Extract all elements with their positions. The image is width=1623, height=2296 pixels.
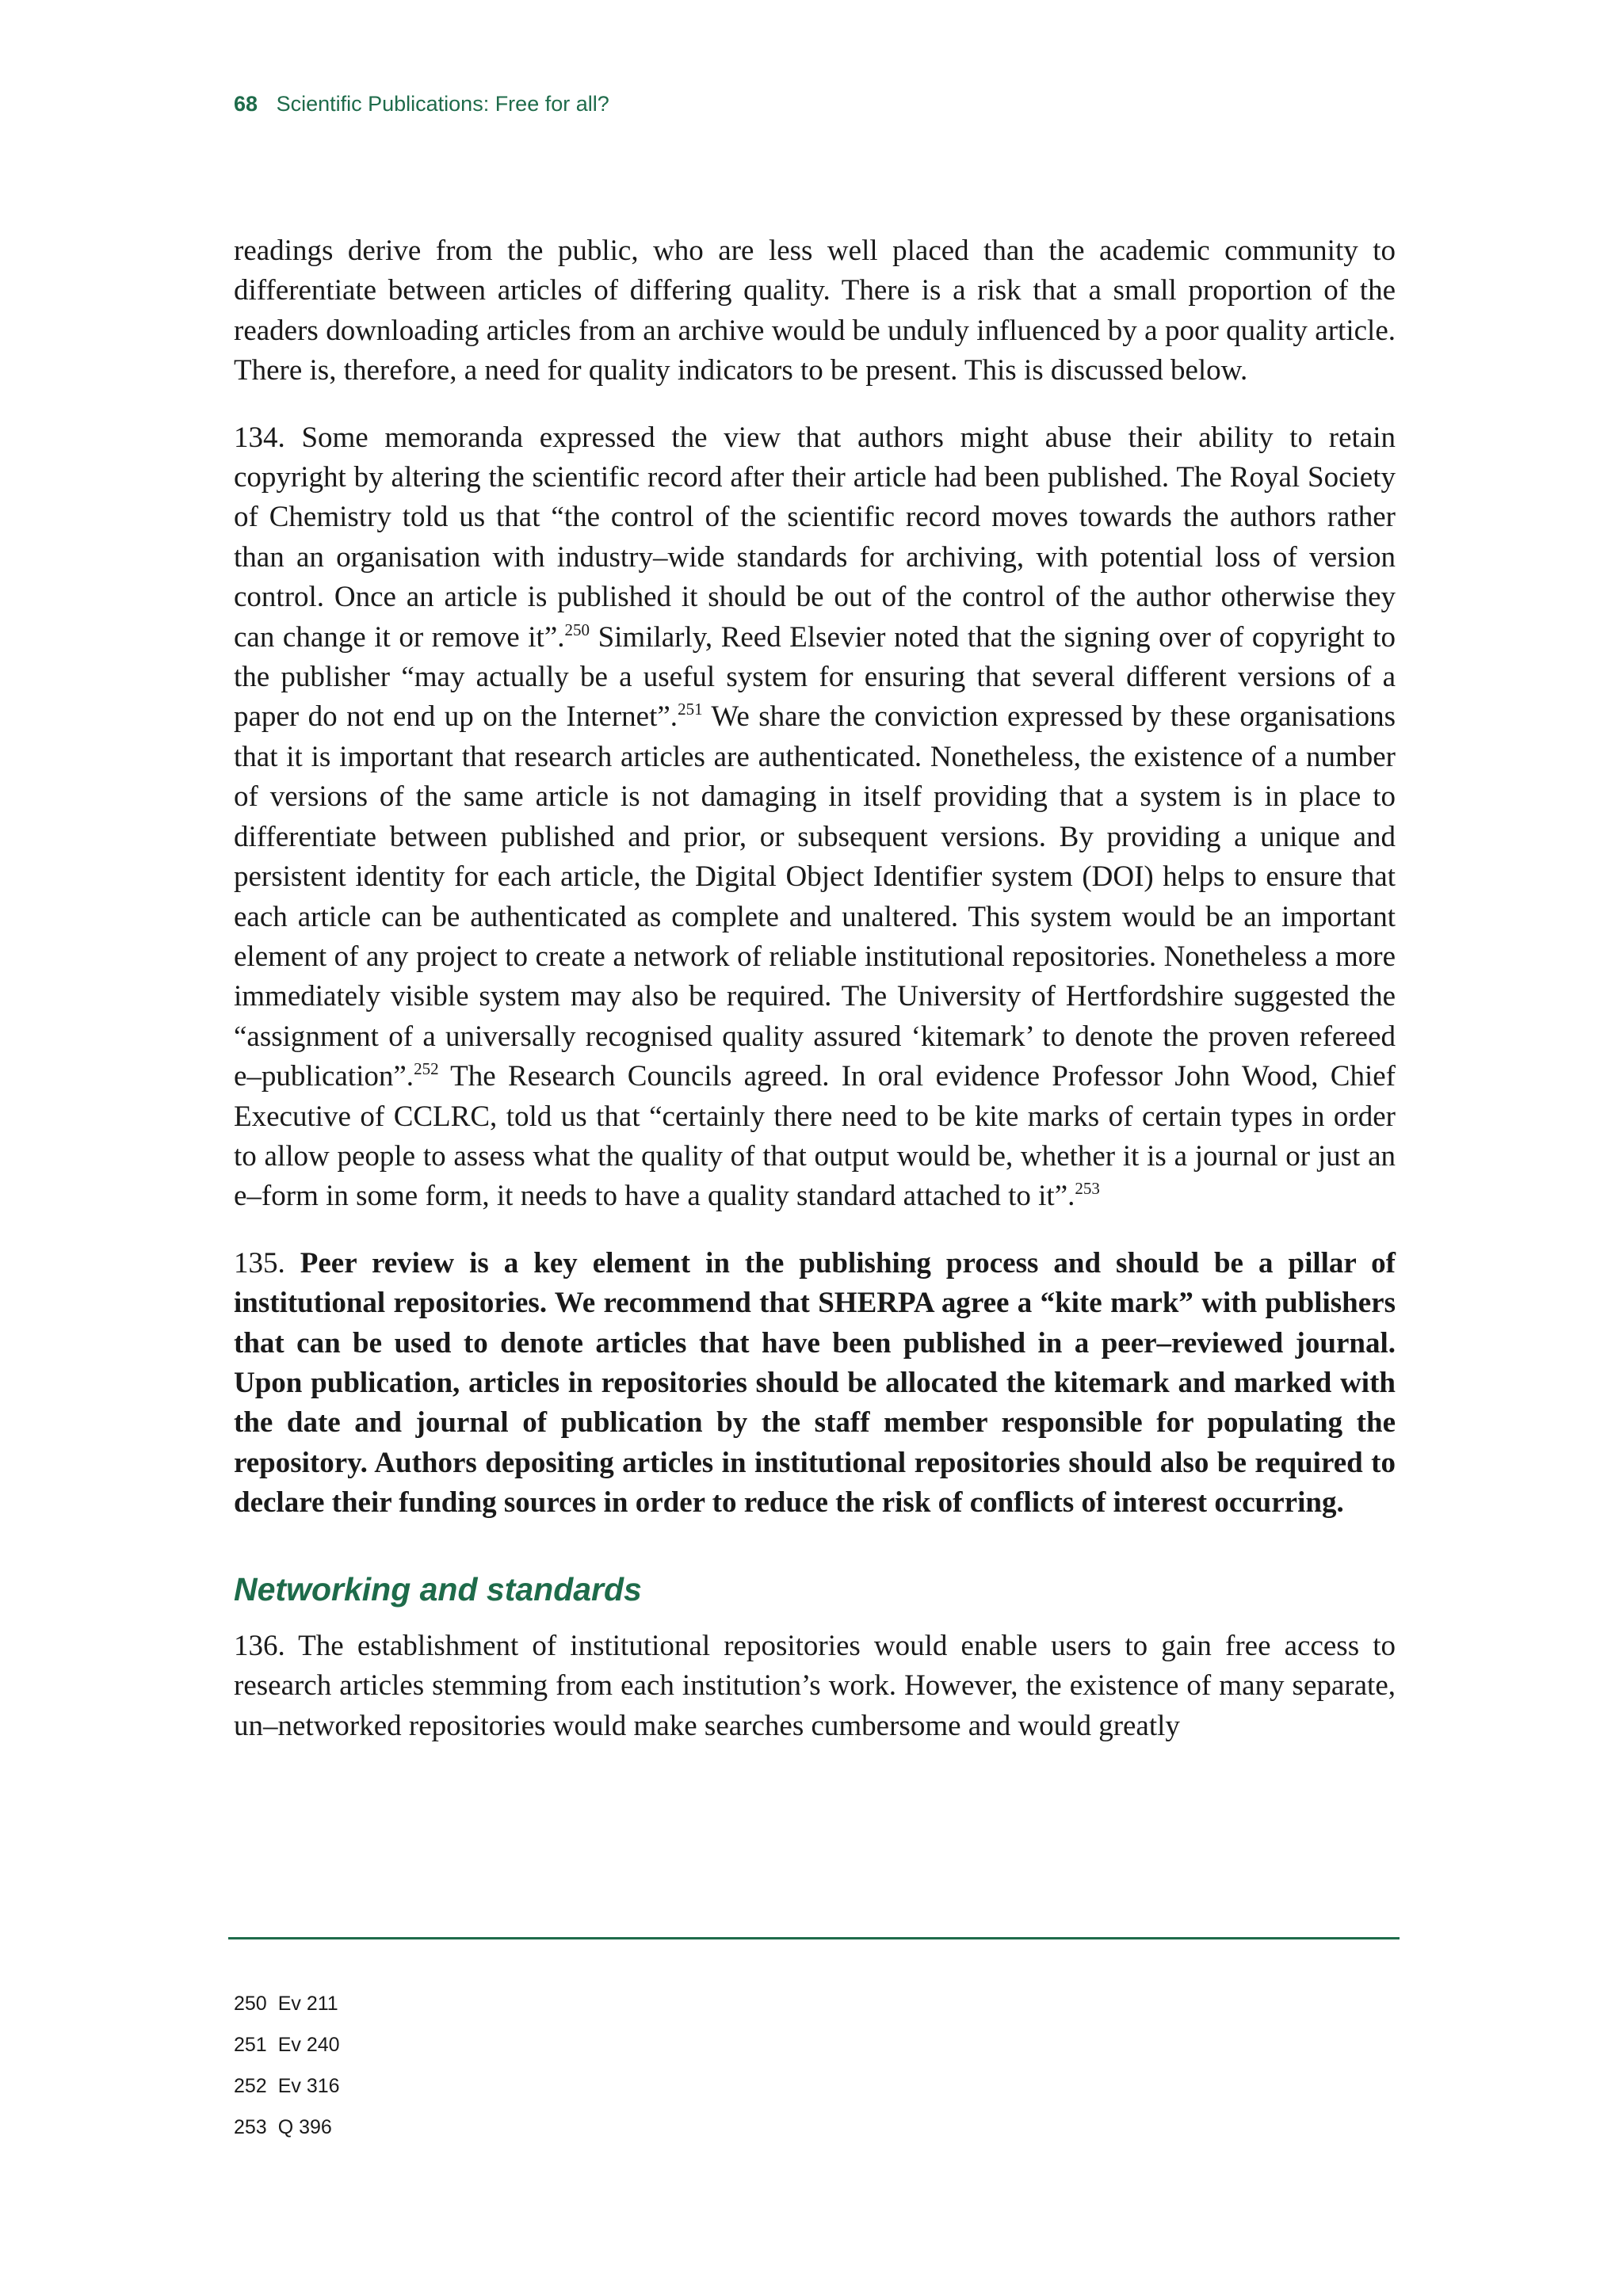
footnote-ref-251: 251 bbox=[678, 700, 703, 719]
footnote-251 bbox=[234, 2024, 340, 2065]
paragraph-134 bbox=[234, 418, 1396, 1217]
footnote-number: 252 bbox=[234, 2075, 267, 2097]
footnote-number: 250 bbox=[234, 1993, 267, 2015]
footnotes bbox=[234, 1983, 340, 2148]
paragraph-134-text-1: 134. Some memoranda expressed the view that authors might abuse their ability to retain copyright by altering the scientific record after their article had been published. The Royal Society of Chemistry told us that “the control of the scientific record moves towards the authors rather than an organisation with industry–wide standards for archiving, with potential loss of version control. Once an article is published it should be out of the control of the author otherwise they can change it or remove it”. bbox=[234, 421, 1396, 654]
paragraph-134-text-2: Similarly, Reed Elsevier noted that the signing over of copyright to the publisher “may actually be a useful system for ensuring that several different versions of a paper do not end up on the Internet”. bbox=[234, 620, 1396, 734]
paragraph-136: 136. The establishment of institutional repositories would enable users to gain free access to research articles stemming from each institution’s work. However, the existence of many separate, un–networked repositories would make searches cumbersome and would greatly bbox=[234, 1630, 1396, 1742]
paragraph-134-text-4: The Research Councils agreed. In oral evidence Professor John Wood, Chief Executive of CCLRC, told us that “certainly there need to be kite marks of certain types in order to allow people to assess what the quality of that output would be, whether it is a journal or just an e–form in some form, it needs to have a quality standard attached to it”. bbox=[234, 1060, 1396, 1213]
section-heading: Networking and standards bbox=[234, 1570, 642, 1608]
footnote-text: Q 396 bbox=[277, 2116, 332, 2138]
footnote-text: Ev 316 bbox=[277, 2075, 340, 2097]
footnote-text: Ev 240 bbox=[277, 2034, 340, 2056]
footnote-number: 253 bbox=[234, 2116, 267, 2138]
page-number: 68 bbox=[234, 92, 258, 116]
footnote-ref-253: 253 bbox=[1075, 1179, 1100, 1199]
body-text bbox=[234, 231, 1396, 1746]
paragraph-135-number: 135. bbox=[234, 1246, 300, 1280]
footnote-253 bbox=[234, 2107, 340, 2148]
footnote-250 bbox=[234, 1983, 340, 2024]
paragraph-134-text-3: We share the conviction expressed by these organisations that it is important that research articles are authenticated. Nonetheless, the existence of a number of versions of the same article is not damaging in itself providing that a system is in place to differentiate between published and prior, or subsequent versions. By providing a unique and persistent identity for each article, the Digital Object Identifier system (DOI) helps to ensure that each article can be authenticated as complete and unaltered. This system would be an important element of any project to create a network of reliable institutional repositories. Nonetheless a more immediately visible system may also be required. The University of Hertfordshire suggested the “assignment of a universally recognised quality assured ‘kitemark’ to denote the proven refereed e–publication”. bbox=[234, 700, 1396, 1093]
paragraph-135 bbox=[234, 1244, 1396, 1524]
footnote-252 bbox=[234, 2065, 340, 2107]
running-header bbox=[234, 92, 609, 116]
footnote-ref-252: 252 bbox=[414, 1059, 439, 1079]
footnote-text: Ev 211 bbox=[277, 1993, 338, 2015]
footnote-number: 251 bbox=[234, 2034, 267, 2056]
paragraph-continuation: readings derive from the public, who are less well placed than the academic community to differentiate between articles of differing quality. There is a risk that a small proportion of the readers downloading articles from an archive would be unduly influenced by a poor quality article. There is, therefore, a need for quality indicators to be present. This is discussed below. bbox=[234, 235, 1396, 387]
publication-title: Scientific Publications: Free for all? bbox=[276, 92, 609, 116]
footnote-ref-250: 250 bbox=[564, 620, 590, 639]
footnote-divider bbox=[228, 1937, 1400, 1939]
recommendation-text: Peer review is a key element in the publishing process and should be a pillar of institutional repositories. We recommend that SHERPA agree a “kite mark” with publishers that can be used to denote articles that have been published in a peer–reviewed journal. Upon publication, articles in repositories should be allocated the kitemark and marked with the date and journal of publication by the staff member responsible for populating the repository. Authors depositing articles in institutional repositories should also be required to declare their funding sources in order to reduce the risk of conflicts of interest occurring. bbox=[234, 1246, 1396, 1520]
